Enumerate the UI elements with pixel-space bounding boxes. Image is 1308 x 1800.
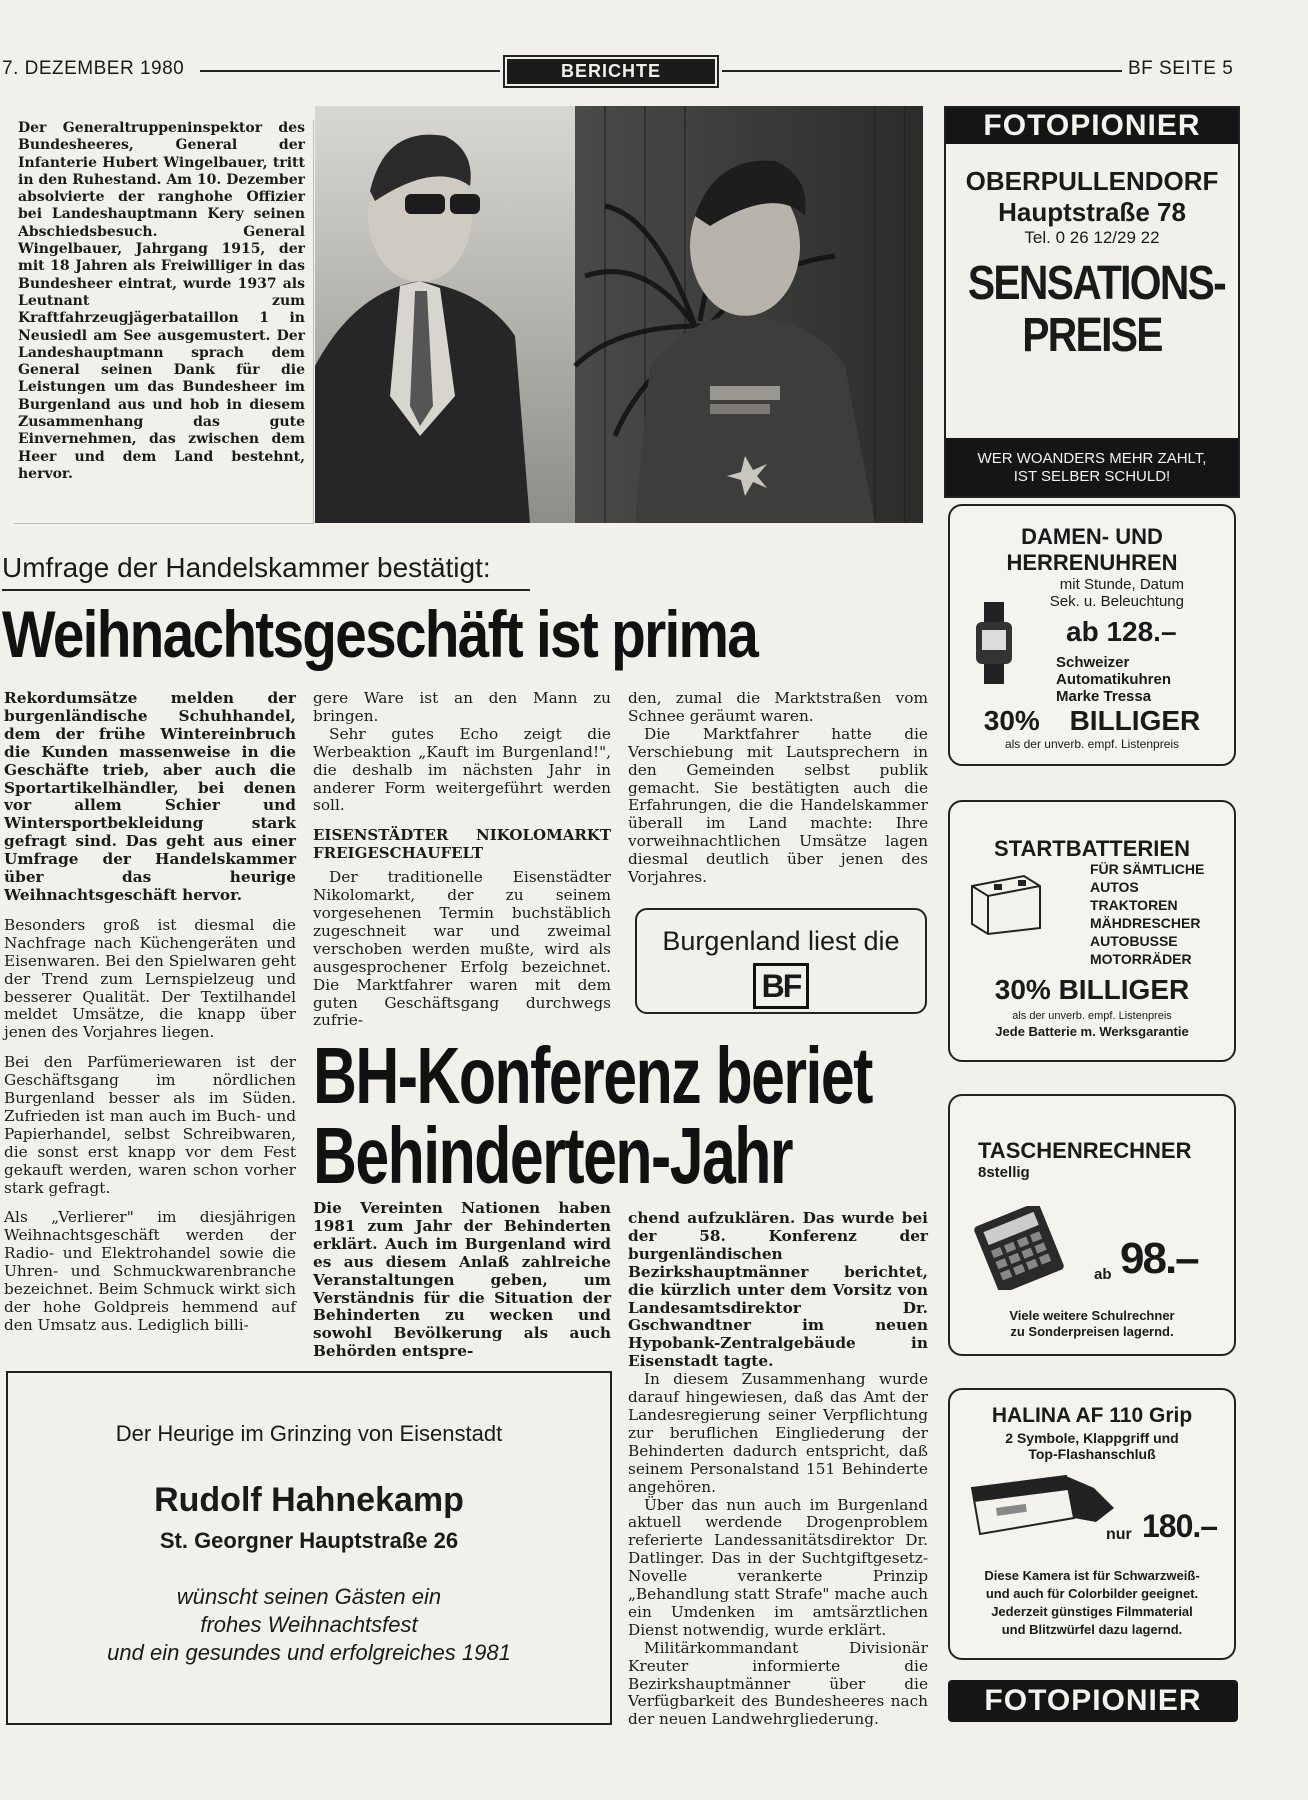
camera-offer — [948, 1388, 1236, 1660]
kicker-rule — [2, 589, 530, 591]
camera-sub-1: 2 Symbole, Klappgriff und — [1005, 1430, 1179, 1446]
article2-column-3 — [628, 1210, 928, 1729]
sensations-line-1: SENSATIONS- — [967, 257, 1225, 310]
calculator-title: TASCHENRECHNER — [978, 1138, 1192, 1163]
article-paragraph: den, zumal die Marktstraßen vom Schnee geräumt waren. — [628, 689, 928, 725]
article-paragraph: Die Marktfahrer hatte die Verschiebung mit Lautsprechern in den Gemeinden selbst publik gemacht. Sie bestätigten auch die Erfahrungen, die die Handelskammer überall im Land machte: Ihre vorweihnachtlichen Umsätze lagen diesmal deutlich über jenen des Vorjahres. — [628, 724, 928, 887]
batteries-note-1: als der unverb. empf. Listenpreis — [1012, 1010, 1172, 1022]
article-paragraph: Sehr gutes Echo zeigt die Werbeaktion „Kauft im Burgenland!", die deshalb im nächsten Jahr in anderer Form weitergeführt werden soll. — [313, 724, 611, 815]
heuriger-name: Rudolf Hahnekamp — [154, 1481, 464, 1519]
fotopionier-tel: Tel. 0 26 12/29 22 — [1024, 228, 1160, 247]
camera-sub-2: Top-Flashanschluß — [1028, 1446, 1156, 1462]
camera-note-3: Jederzeit günstiges Filmmaterial — [991, 1604, 1193, 1619]
section-label-text: BERICHTE — [507, 59, 715, 84]
batteries-item: MOTORRÄDER — [1090, 951, 1192, 967]
header-rule-right — [722, 70, 1122, 72]
camera-title: HALINA AF 110 Grip — [991, 1404, 1193, 1427]
article-headline-2-line-2: Behinderten-Jahr — [313, 1111, 793, 1200]
news-photo — [315, 106, 923, 523]
watches-offer — [948, 504, 1236, 766]
calculator-price: 98.– — [1120, 1234, 1198, 1283]
calculator-icon — [964, 1206, 1074, 1290]
heuriger-greeting-3: und ein gesundes und erfolgreiches 1981 — [107, 1640, 511, 1665]
article2-lead-a: Die Vereinten Nationen haben 1981 zum Jahr der Behinderten erklärt. Auch im Burgenland wird es aus diesem Anlaß zahlreiche Veranstaltungen geben, um Verständnis für die Situation der Behinderten zu wecken und sowohl Bevölkerung als auch Behörden entspre- — [313, 1199, 611, 1361]
fotopionier-street: Hauptstraße 78 — [998, 197, 1186, 227]
article-column-2 — [313, 690, 611, 1042]
camera-note-4: und Blitzwürfel dazu lagernd. — [1001, 1622, 1183, 1637]
article-lead: Rekordumsätze melden der burgenländische Schuhhandel, dem der frühe Wintereinbruch die Kunden massenweise in die Geschäfte trieb, aber auch die Sportartikelhändler, bei denen vor allem Schier und Wintersportbekleidung stark gefragt sind. Das geht aus einer Umfrage der Handelskammer über das heurige Weihnachtsgeschäft hervor. — [4, 689, 296, 904]
camera-note-2: und auch für Colorbilder geeignet. — [985, 1586, 1199, 1601]
heuriger-line1: Der Heurige im Grinzing von Eisenstadt — [115, 1421, 503, 1446]
batteries-item: TRAKTOREN — [1090, 897, 1178, 913]
slogan-line-2: IST SELBER SCHULD! — [1013, 468, 1171, 485]
batteries-price: 30% BILLIGER — [994, 974, 1190, 1005]
battery-icon — [968, 872, 1044, 936]
watches-sub-3: Marke Tressa — [1056, 688, 1152, 705]
watches-note: als der unverb. empf. Listenpreis — [1004, 737, 1180, 751]
watches-sub-2: Automatikuhren — [1056, 671, 1172, 688]
camera-nur: nur — [1106, 1526, 1132, 1543]
camera-note-1: Diese Kamera ist für Schwarzweiß- — [984, 1568, 1200, 1583]
article-paragraph: Bei den Parfümeriewaren ist der Geschäftsgang im nördlichen Burgenland besser als im Süden. Zufrieden ist man auch im Buch- und Papierhandel, selbst Schreibwaren, die sonst erst knapp vor dem Fest gekauft werden, waren schon vorher stark gefragt. — [4, 1053, 296, 1197]
sensations-line-2: PREISE — [1022, 309, 1162, 362]
fotopionier-ad — [944, 106, 1240, 1726]
calculator-ab: ab — [1094, 1266, 1112, 1283]
article-column-3 — [628, 690, 928, 899]
article-paragraph: Besonders groß ist diesmal die Nachfrage nach Küchengeräten und Eisenwaren. Bei den Spielwaren geht der Trend zum Lernspielzeug und besserer Qualität. Der Textilhandel meldet Umsätze, die knapp über jenen des Vorjahres liegen. — [4, 915, 296, 1042]
article-kicker: Umfrage der Handelskammer bestätigt: — [2, 552, 491, 583]
issue-date: 7. DEZEMBER 1980 — [2, 58, 185, 79]
watches-billiger: BILLIGER — [1069, 705, 1201, 736]
heuriger-greeting-2: frohes Weihnachtsfest — [200, 1612, 418, 1637]
article-headline-2-line-1: BH-Konferenz beriet — [313, 1031, 872, 1120]
batteries-title: STARTBATTERIEN — [994, 836, 1190, 861]
article-paragraph: Als „Verlierer" im diesjährigen Weihnachtsgeschäft werden der Radio- und Elektrohandel sowie die Uhren- und Schmuckwarenbranche bezeichnet. Beim Schmuck wirkt sich der hohe Goldpreis hemmend auf den Umsatz aus. Lediglich billi- — [4, 1208, 296, 1334]
watches-title-2: HERRENUHREN — [1006, 550, 1178, 575]
batteries-list — [1090, 860, 1204, 968]
heuriger-address: St. Georgner Hauptstraße 26 — [159, 1528, 459, 1553]
bf-promo-text: Burgenland liest die — [662, 926, 900, 956]
article-paragraph: Der traditionelle Eisenstädter Nikolomarkt, der zu seinem vorgesehenen Termin buchstäblich zugeschneit war und zweimal verschoben werden mußte, wird als ausgesprochener Erfolg bezeichnet. Die Marktfahrer waren mit dem guten Geschäftsgang durchwegs zufrie- — [313, 868, 611, 1030]
watches-sub-1: Schweizer — [1056, 654, 1130, 671]
fotopionier-city: OBERPULLENDORF — [965, 166, 1219, 196]
page-number: BF SEITE 5 — [1128, 58, 1234, 79]
bf-logo: BF — [753, 963, 810, 1009]
calculator-note-2: zu Sonderpreisen lagernd. — [1010, 1324, 1174, 1339]
calculator-offer — [948, 1094, 1236, 1356]
batteries-item: AUTOS — [1090, 879, 1139, 895]
article-paragraph: In diesem Zusammenhang wurde darauf hingewiesen, daß das Amt der Landesregierung seiner Verpflichtung zur beruflichen Eingliederung der Behinderten dadurch entspricht, daß seinem Personalstand 151 Behinderte angehören. — [628, 1370, 928, 1496]
article-paragraph: Militärkommandant Divisionär Kreuter informierte die Bezirkshauptmänner über die Verfügbarkeit des Bundesheeres nach der neuen Landwehrgliederung. — [628, 1638, 928, 1729]
fotopionier-header-block — [944, 106, 1240, 498]
bf-promo-box — [635, 908, 927, 1014]
header-rule-left — [200, 70, 500, 72]
batteries-offer — [948, 800, 1236, 1062]
article-paragraph: gere Ware ist an den Mann zu bringen. — [313, 689, 611, 725]
batteries-item: AUTOBUSSE — [1090, 933, 1178, 949]
heuriger-ad — [6, 1371, 612, 1725]
batteries-note-2: Jede Batterie m. Werksgarantie — [995, 1024, 1189, 1039]
section-label — [503, 55, 719, 88]
batteries-item: MÄHDRESCHER — [1090, 915, 1201, 931]
article2-lead-b: chend aufzuklären. Das wurde bei der 58. Konferenz der burgenländischen Bezirkshauptmänner berichtet, die kürzlich unter dem Vorsitz von Landesamtsdirektor Dr. Gschwandtner im neuen Hypobank-Zentralgebäude in Eisenstadt tagte. — [628, 1209, 928, 1371]
camera-icon — [966, 1468, 1116, 1544]
batteries-item: FÜR SÄMTLICHE — [1090, 861, 1205, 877]
fotopionier-brand-top: FOTOPIONIER — [946, 108, 1238, 144]
calculator-sub: 8stellig — [978, 1164, 1030, 1181]
slogan-banner — [946, 438, 1238, 496]
slogan-line-1: WER WOANDERS MEHR ZAHLT, — [977, 450, 1207, 467]
photo-illustration — [315, 106, 923, 523]
watches-spec-1: mit Stunde, Datum — [1059, 576, 1184, 593]
camera-price: 180.– — [1142, 1508, 1218, 1544]
photo-caption-text: Der Generaltruppeninspektor des Bundesheeres, General der Infanterie Hubert Wingelbauer, tritt in den Ruhestand. Am 10. Dezember absolvierte der ranghohe Offizier bei Landeshauptmann Kery seinen Abschiedsbesuch. General Wingelbauer, Jahrgang 1915, der mit 18 Jahren als Freiwilliger in das Bundesheer eintrat, wurde 1937 als Leutnant zum Kraftfahrzeugjägerbataillon 1 in Neusiedl am See ausgemustert. Der Landeshauptmann sprach dem General seinen Dank für die Leistungen um das Bundesheer im Burgenland aus und hob in diesem Zusammenhang das gute Einvernehmen, das zwischen dem Heer und dem Land bestehnt, hervor. — [14, 120, 314, 524]
watches-spec-2: Sek. u. Beleuchtung — [1049, 593, 1184, 610]
watches-title-1: DAMEN- UND — [1021, 524, 1163, 549]
heuriger-greeting-1: wünscht seinen Gästen ein — [176, 1584, 442, 1609]
watch-icon — [972, 602, 1016, 684]
article-headline: Weihnachtsgeschäft ist prima — [2, 597, 758, 671]
article-column-1 — [4, 690, 296, 1347]
article-subheading: EISENSTÄDTER NIKOLOMARKT FREIGESCHAUFELT — [313, 826, 611, 863]
watches-price: ab 128.– — [1066, 616, 1177, 647]
fotopionier-brand-bottom: FOTOPIONIER — [948, 1680, 1238, 1722]
article-paragraph: Über das nun auch im Burgenland aktuell werdende Drogenproblem referierte Landessanitätsdirektor Dr. Datlinger. Das in der Suchtgiftgesetz-Novelle verankerte Prinzip „Behandlung statt Strafe" mache auch ein Umdenken im amtsärztlichen Dienst notwendig, wurde erklärt. — [628, 1495, 928, 1639]
watches-percent: 30% — [983, 705, 1040, 736]
calculator-note-1: Viele weitere Schulrechner — [1009, 1308, 1175, 1323]
